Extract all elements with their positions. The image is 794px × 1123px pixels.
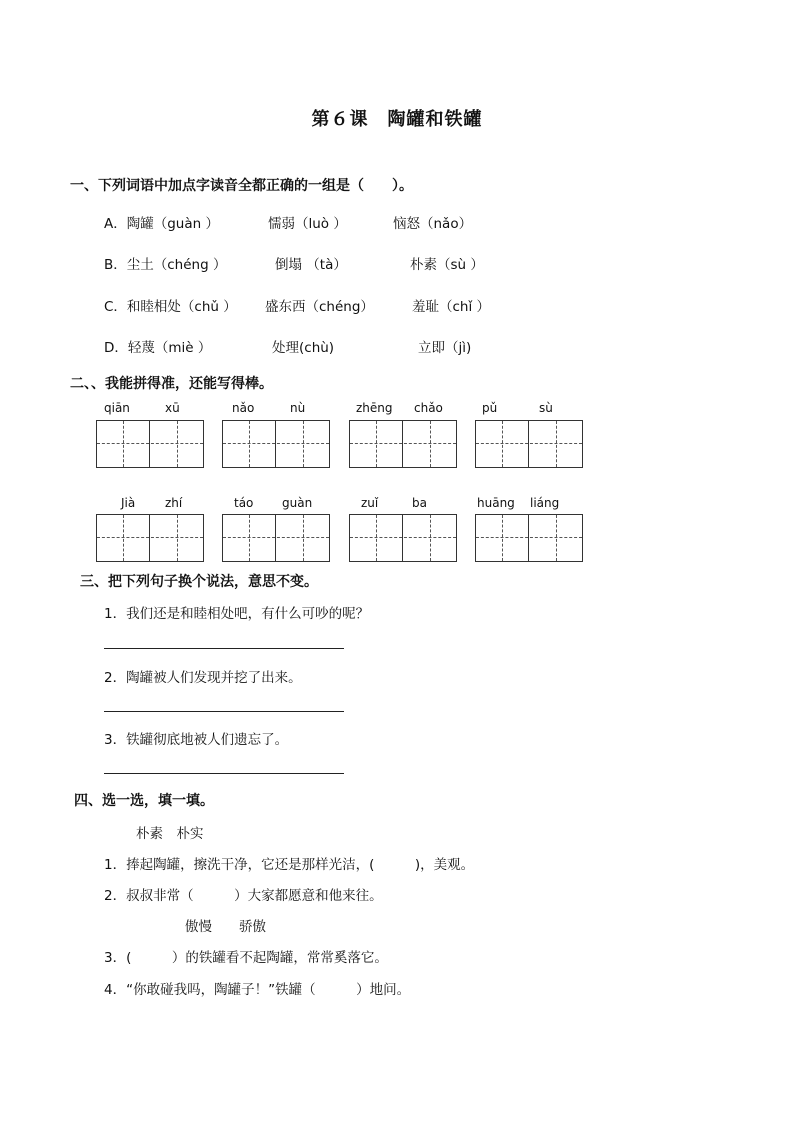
word-choices-1: 朴素 朴实 — [136, 826, 204, 842]
rewrite-item-2: 2．陶罐被人们发现并挖了出来。 — [104, 670, 302, 686]
rewrite-item-3: 3．铁罐彻底地被人们遗忘了。 — [104, 732, 289, 748]
section2-heading: 二、、我能拼得准，还能写得棒。 — [70, 376, 273, 392]
rewrite-item-1: 1．我们还是和睦相处吧，有什么可吵的呢？ — [104, 606, 370, 622]
section3-heading: 三、把下列句子换个说法，意思不变。 — [80, 574, 318, 590]
pinyin-label: táo — [234, 496, 254, 510]
section4-heading: 四、选一选，填一填。 — [74, 793, 214, 809]
option-a-word1: A．陶罐（guàn ） — [104, 216, 219, 232]
option-d-word1: D．轻蔑（miè ） — [104, 340, 212, 356]
page-title: 第６课 陶罐和铁罐 — [311, 109, 483, 130]
pinyin-label: sù — [539, 401, 553, 415]
writing-grid[interactable] — [96, 420, 204, 468]
pinyin-label: huāng — [477, 496, 515, 510]
writing-grid[interactable] — [222, 514, 330, 562]
writing-grid[interactable] — [96, 514, 204, 562]
answer-line[interactable] — [104, 648, 344, 649]
option-b-word2: 倒塌 （tà） — [275, 257, 347, 273]
writing-grid[interactable] — [475, 420, 583, 468]
option-a-word2: 懦弱（luò ） — [268, 216, 347, 232]
writing-grid[interactable] — [349, 514, 457, 562]
pinyin-label: Jià — [121, 496, 136, 510]
answer-line[interactable] — [104, 773, 344, 774]
option-c-word2: 盛东西（chéng） — [265, 299, 374, 315]
pinyin-label: ba — [412, 496, 427, 510]
option-c-word3: 羞耻（chǐ ） — [412, 299, 491, 315]
pinyin-label: zhēng — [356, 401, 393, 415]
section1-heading: 一、下列词语中加点字读音全都正确的一组是（ ）。 — [70, 178, 413, 194]
option-b-word3: 朴素（sù ） — [410, 257, 484, 273]
option-d-word2: 处理(chù) — [272, 340, 335, 356]
option-c-word1: C．和睦相处（chǔ ） — [104, 299, 237, 315]
pinyin-label: zhí — [165, 496, 183, 510]
option-b-word1: B．尘土（chéng ） — [104, 257, 227, 273]
pinyin-label: qiān — [104, 401, 130, 415]
pinyin-label: nǎo — [232, 401, 255, 415]
writing-grid[interactable] — [222, 420, 330, 468]
option-d-word3: 立即（jì) — [418, 340, 472, 356]
answer-line[interactable] — [104, 711, 344, 712]
option-a-word3: 恼怒（nǎo） — [393, 216, 473, 232]
pinyin-label: chǎo — [414, 401, 443, 415]
pinyin-label: guàn — [282, 496, 313, 510]
pinyin-label: xū — [165, 401, 180, 415]
word-choices-2: 傲慢 骄傲 — [185, 919, 266, 935]
pinyin-label: liáng — [530, 496, 560, 510]
pinyin-label: pǔ — [482, 401, 498, 415]
pinyin-label: zuǐ — [361, 496, 379, 510]
fill-item-1: 1．捧起陶罐，擦洗干净，它还是那样光洁，( )，美观。 — [104, 857, 475, 873]
fill-item-3: 3．( ）的铁罐看不起陶罐，常常奚落它。 — [104, 950, 388, 966]
fill-item-4: 4．“你敢碰我吗，陶罐子！”铁罐（ ）地问。 — [104, 982, 411, 998]
writing-grid[interactable] — [349, 420, 457, 468]
writing-grid[interactable] — [475, 514, 583, 562]
fill-item-2: 2．叔叔非常（ ）大家都愿意和他来往。 — [104, 888, 383, 904]
pinyin-label: nù — [290, 401, 306, 415]
